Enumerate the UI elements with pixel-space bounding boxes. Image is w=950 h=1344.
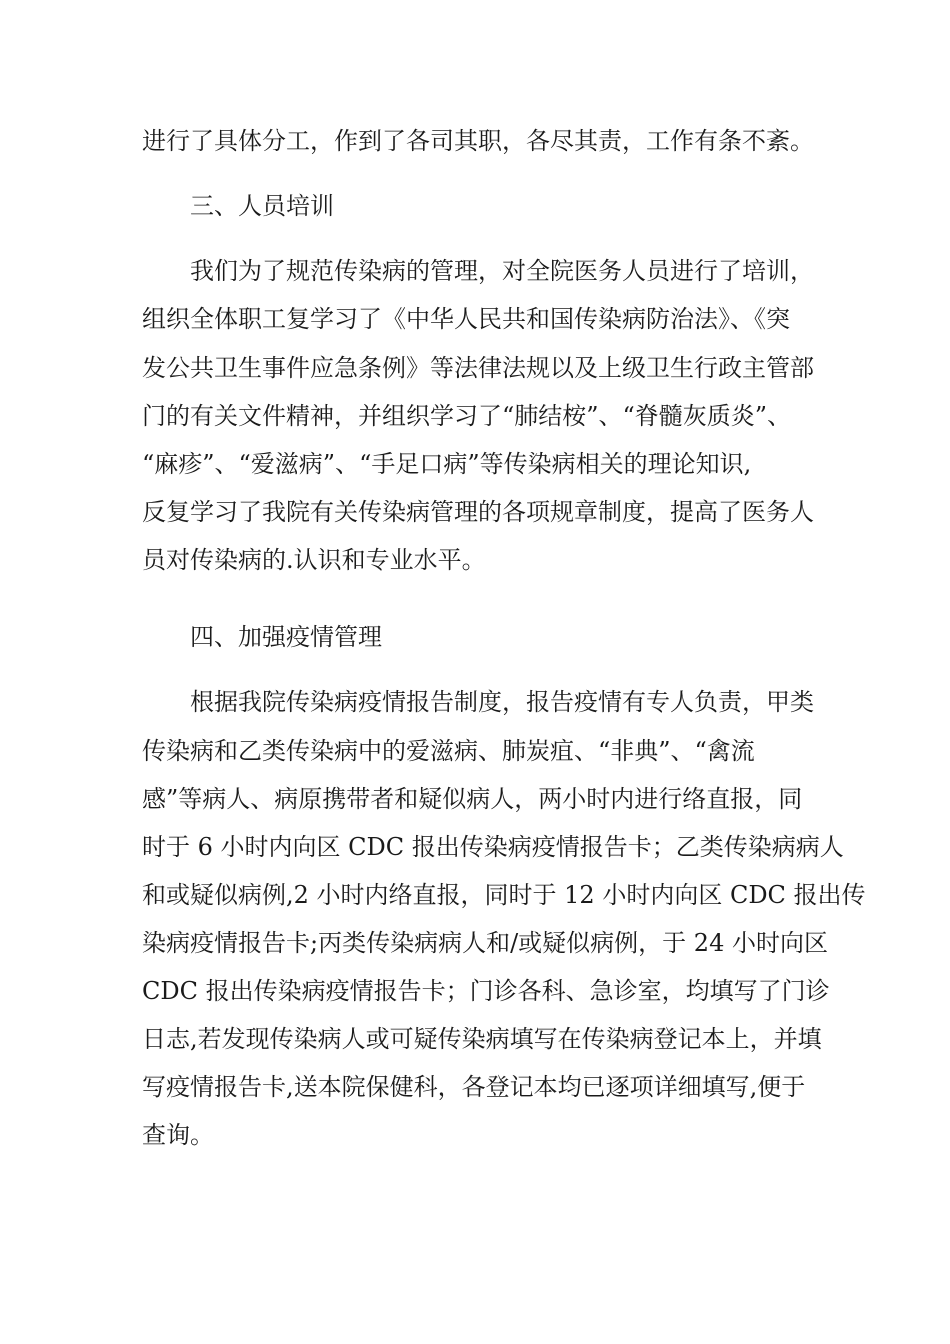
paragraph-line: 根据我院传染病疫情报告制度，报告疫情有专人负责，甲类 — [190, 688, 814, 716]
paragraph-line: 进行了具体分工，作到了各司其职，各尽其责，工作有条不紊。 — [142, 127, 814, 155]
section-heading-training: 三、人员培训 — [190, 192, 334, 220]
paragraph-line: CDC 报出传染病疫情报告卡；门诊各科、急诊室，均填写了门诊 — [142, 977, 830, 1005]
paragraph-line: 发公共卫生事件应急条例》等法律法规以及上级卫生行政主管部 — [142, 354, 814, 382]
paragraph-line: 日志,若发现传染病人或可疑传染病填写在传染病登记本上，并填 — [142, 1025, 822, 1053]
section-heading-epidemic: 四、加强疫情管理 — [190, 623, 382, 651]
paragraph-line: 组织全体职工复学习了《中华人民共和国传染病防治法》、《突 — [142, 305, 790, 333]
paragraph-line: 查询。 — [142, 1121, 214, 1149]
paragraph-line: 我们为了规范传染病的管理，对全院医务人员进行了培训， — [190, 257, 814, 285]
paragraph-line: 感”等病人、病原携带者和疑似病人，两小时内进行络直报，同 — [142, 785, 803, 813]
paragraph-line: 和或疑似病例,2 小时内络直报，同时于 12 小时内向区 CDC 报出传 — [142, 881, 866, 909]
paragraph-line: 门的有关文件精神，并组织学习了“肺结桉”、“脊髓灰质炎”、 — [142, 402, 792, 430]
paragraph-line: 时于 6 小时内向区 CDC 报出传染病疫情报告卡；乙类传染病病人 — [142, 833, 844, 861]
paragraph-line: 传染病和乙类传染病中的爱滋病、肺炭疽、“非典”、“禽流 — [142, 737, 755, 765]
paragraph-line: 写疫情报告卡,送本院保健科，各登记本均已逐项详细填写,便于 — [142, 1073, 806, 1101]
paragraph-line: 员对传染病的.认识和专业水平。 — [142, 546, 486, 574]
paragraph-line: “麻疹”、“爱滋病”、“手足口病”等传染病相关的理论知识, — [142, 450, 752, 478]
paragraph-line: 反复学习了我院有关传染病管理的各项规章制度，提高了医务人 — [142, 498, 814, 526]
paragraph-line: 染病疫情报告卡;丙类传染病病人和/或疑似病例，于 24 小时向区 — [142, 929, 828, 957]
